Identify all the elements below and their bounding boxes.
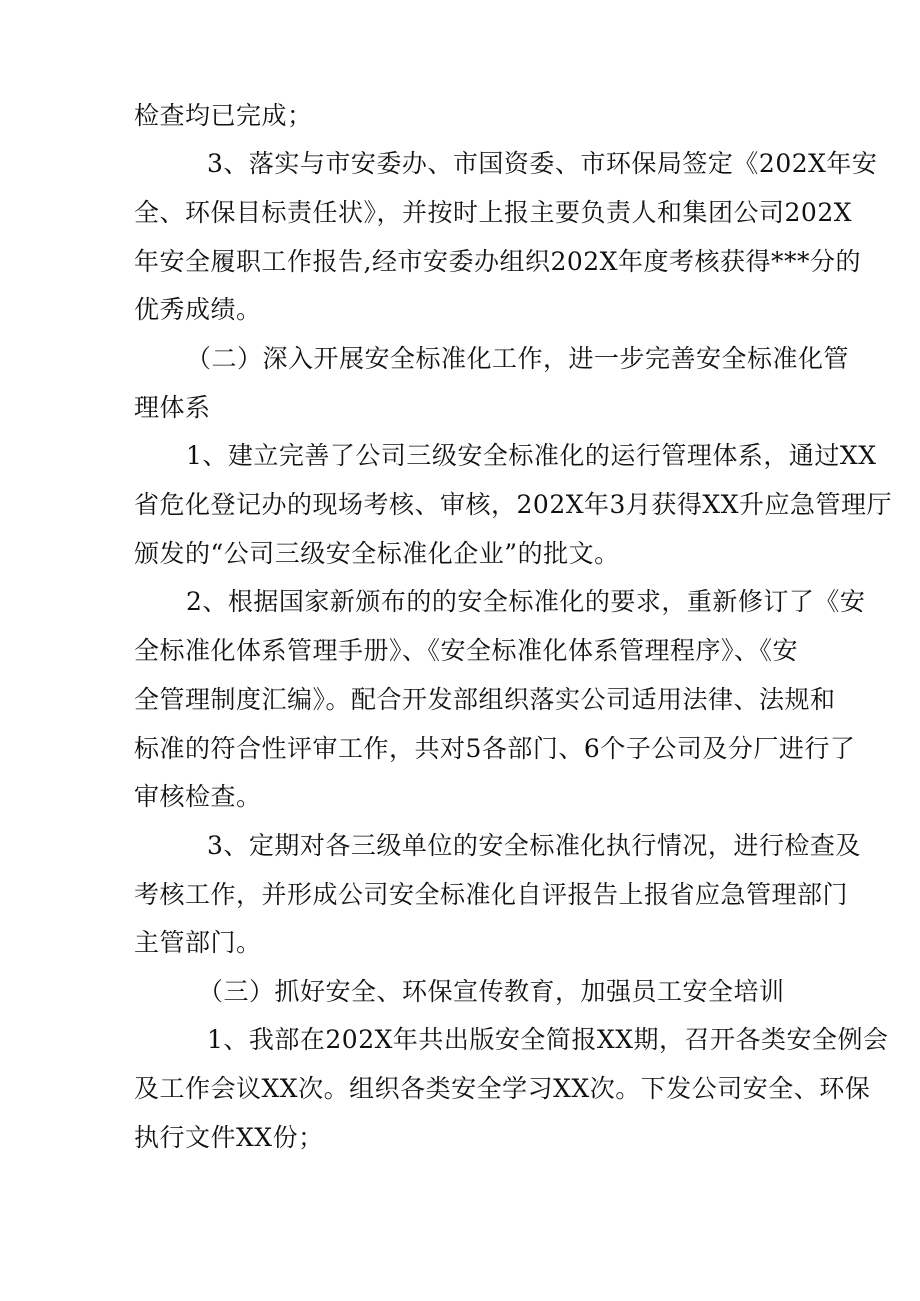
section-heading-2-line-2: 理体系: [134, 393, 211, 422]
text-line-10: 颁发的“公司三级安全标准化企业”的批文。: [134, 539, 620, 568]
text-line-11: 2、根据国家新颁布的的安全标准化的要求，重新修订了《安: [186, 587, 866, 616]
text-line-9: 省危化登记办的现场考核、审核，202X年3月获得XX升应急管理厅: [134, 490, 893, 519]
text-line-22: 执行文件XX份；: [134, 1123, 324, 1152]
text-line-3: 全、环保目标责任状》，并按时上报主要负责人和集团公司202X: [134, 198, 853, 227]
text-line-8: 1、建立完善了公司三级安全标准化的运行管理体系，通过XX: [186, 441, 877, 470]
section-heading-3: （三）抓好安全、环保宣传教育，加强员工安全培训: [198, 977, 785, 1006]
text-line-18: 主管部门。: [134, 928, 262, 957]
text-line-13: 全管理制度汇编》。配合开发部组织落实公司适用法律、法规和: [134, 685, 836, 714]
text-line-21: 及工作会议XX次。组织各类安全学习XX次。下发公司安全、环保: [134, 1074, 871, 1103]
text-line-16: 3、定期对各三级单位的安全标准化执行情况，进行检查及: [207, 831, 861, 860]
text-line-15: 审核检查。: [134, 782, 262, 811]
text-line-12: 全标准化体系管理手册》、《安全标准化体系管理程序》、《安: [134, 636, 799, 665]
text-line-14: 标准的符合性评审工作，共对5各部门、6个子公司及分厂进行了: [134, 734, 856, 763]
text-line-4: 年安全履职工作报告,经市安委办组织202X年度考核获得***分的: [134, 247, 861, 276]
section-heading-2-line-1: （二）深入开展安全标准化工作，进一步完善安全标准化管: [186, 344, 850, 373]
text-line-5: 优秀成绩。: [134, 295, 262, 324]
text-line-2: 3、落实与市安委办、市国资委、市环保局签定《202X年安: [207, 149, 878, 178]
text-line-1: 检查均已完成；: [134, 101, 313, 130]
text-line-20: 1、我部在202X年共出版安全简报XX期，召开各类安全例会: [207, 1025, 889, 1054]
text-line-17: 考核工作，并形成公司安全标准化自评报告上报省应急管理部门: [134, 880, 849, 909]
